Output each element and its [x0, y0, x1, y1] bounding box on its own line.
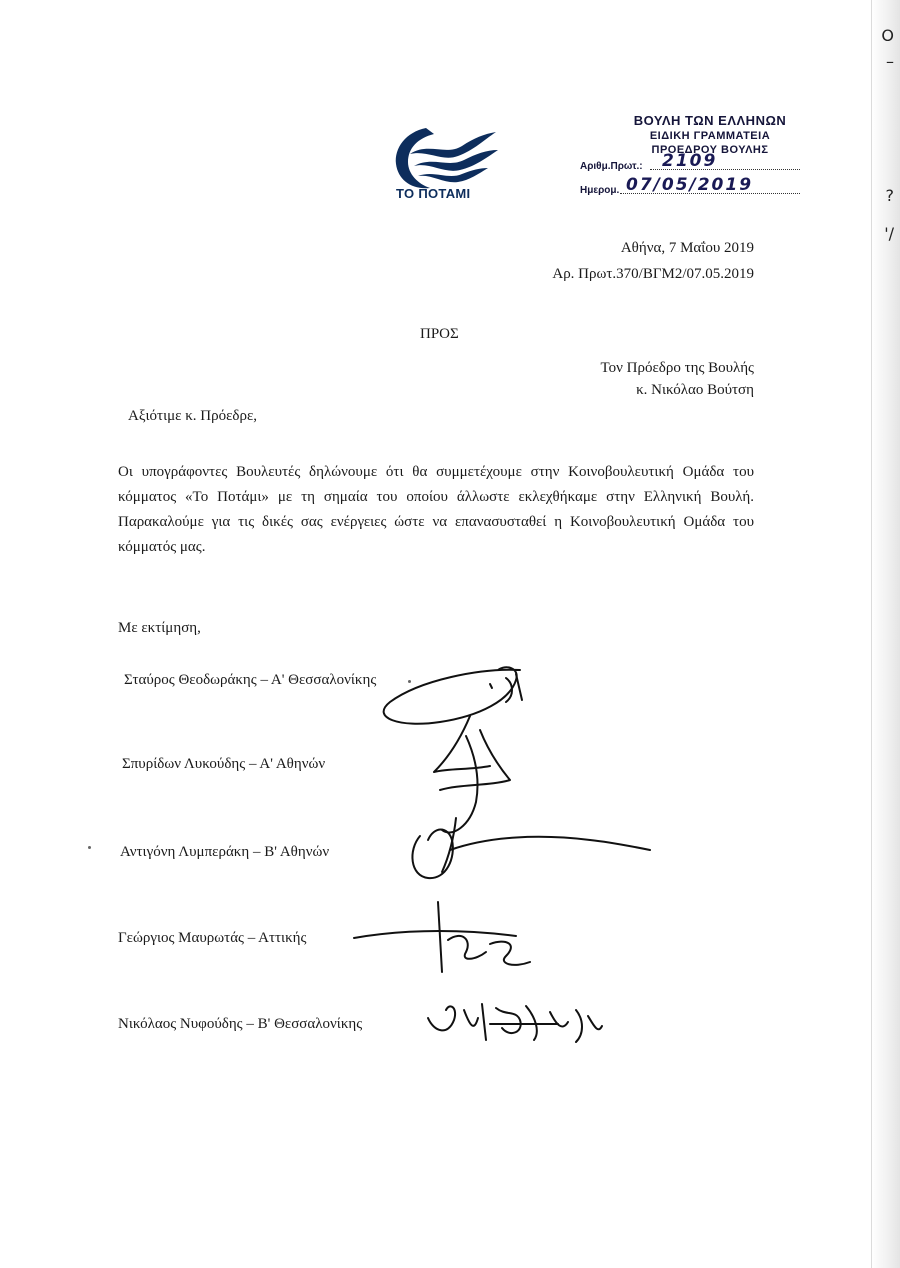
signatory-3: Αντιγόνη Λυμπεράκη – Β' Αθηνών	[120, 844, 330, 860]
to-label: ΠΡΟΣ	[420, 326, 459, 342]
party-name: ΤΟ ΠΟΤΑΜΙ	[396, 186, 471, 201]
recipient-line1: Τον Πρόεδρο της Βουλής	[600, 360, 754, 376]
closing: Με εκτίμηση,	[118, 620, 201, 636]
stamp-protocol-row	[580, 151, 820, 176]
handwritten-signatures	[330, 640, 660, 1080]
edge-mark: –	[886, 52, 894, 71]
stamp-protocol-label: Αριθμ.Πρωτ.:	[580, 161, 643, 172]
scanned-page-edge	[871, 0, 900, 1268]
edge-mark: O	[881, 26, 894, 45]
place-date: Αθήνα, 7 Μαΐου 2019	[620, 240, 754, 256]
stamp-protocol-value: 2109	[662, 151, 718, 171]
scan-speck	[408, 680, 411, 683]
edge-mark: ?	[885, 186, 894, 205]
signatory-1: Σταύρος Θεοδωράκης – Α' Θεσσαλονίκης	[124, 672, 377, 688]
stamp-line2: ΕΙΔΙΚΗ ΓΡΑΜΜΑΤΕΙΑ	[649, 130, 771, 142]
recipient-line2: κ. Νικόλαο Βούτση	[636, 382, 754, 398]
body-paragraph: Οι υπογράφοντες Βουλευτές δηλώνουμε ότι θα συμμετέχουμε στην Κοινοβουλευτική Ομάδα του κόμματος «Το Ποτάμι» με τη σημαία του οποίου άλλωστε εκλεχθήκαμε στην Ελληνική Βουλή. Παρακαλούμε για τις δικές σας ενέργειες ώστε να επανασυσταθεί η Κοινοβουλευτική Ομάδα του κόμματός μας.	[118, 464, 754, 555]
salutation: Αξιότιμε κ. Πρόεδρε,	[128, 408, 257, 424]
stamp-date-label: Ημερομ.	[580, 185, 620, 196]
stamp-date-value: 07/05/2019	[626, 175, 754, 195]
parliament-stamp	[580, 112, 820, 200]
scan-speck	[88, 846, 91, 849]
stamp-date-row	[580, 175, 820, 200]
reference-number: Αρ. Πρωτ.370/ΒΓΜ2/07.05.2019	[552, 266, 754, 282]
signatory-2: Σπυρίδων Λυκούδης – Α' Αθηνών	[122, 756, 326, 772]
stamp-line1: ΒΟΥΛΗ ΤΩΝ ΕΛΛΗΝΩΝ	[633, 113, 787, 128]
stamp-line3: ΠΡΟΕΔΡΟΥ ΒΟΥΛΗΣ	[651, 144, 769, 156]
signatory-4: Γεώργιος Μαυρωτάς – Αττικής	[118, 930, 307, 946]
edge-mark: '/	[884, 224, 894, 243]
signatory-5: Νικόλαος Νυφούδης – Β' Θεσσαλονίκης	[118, 1016, 363, 1032]
